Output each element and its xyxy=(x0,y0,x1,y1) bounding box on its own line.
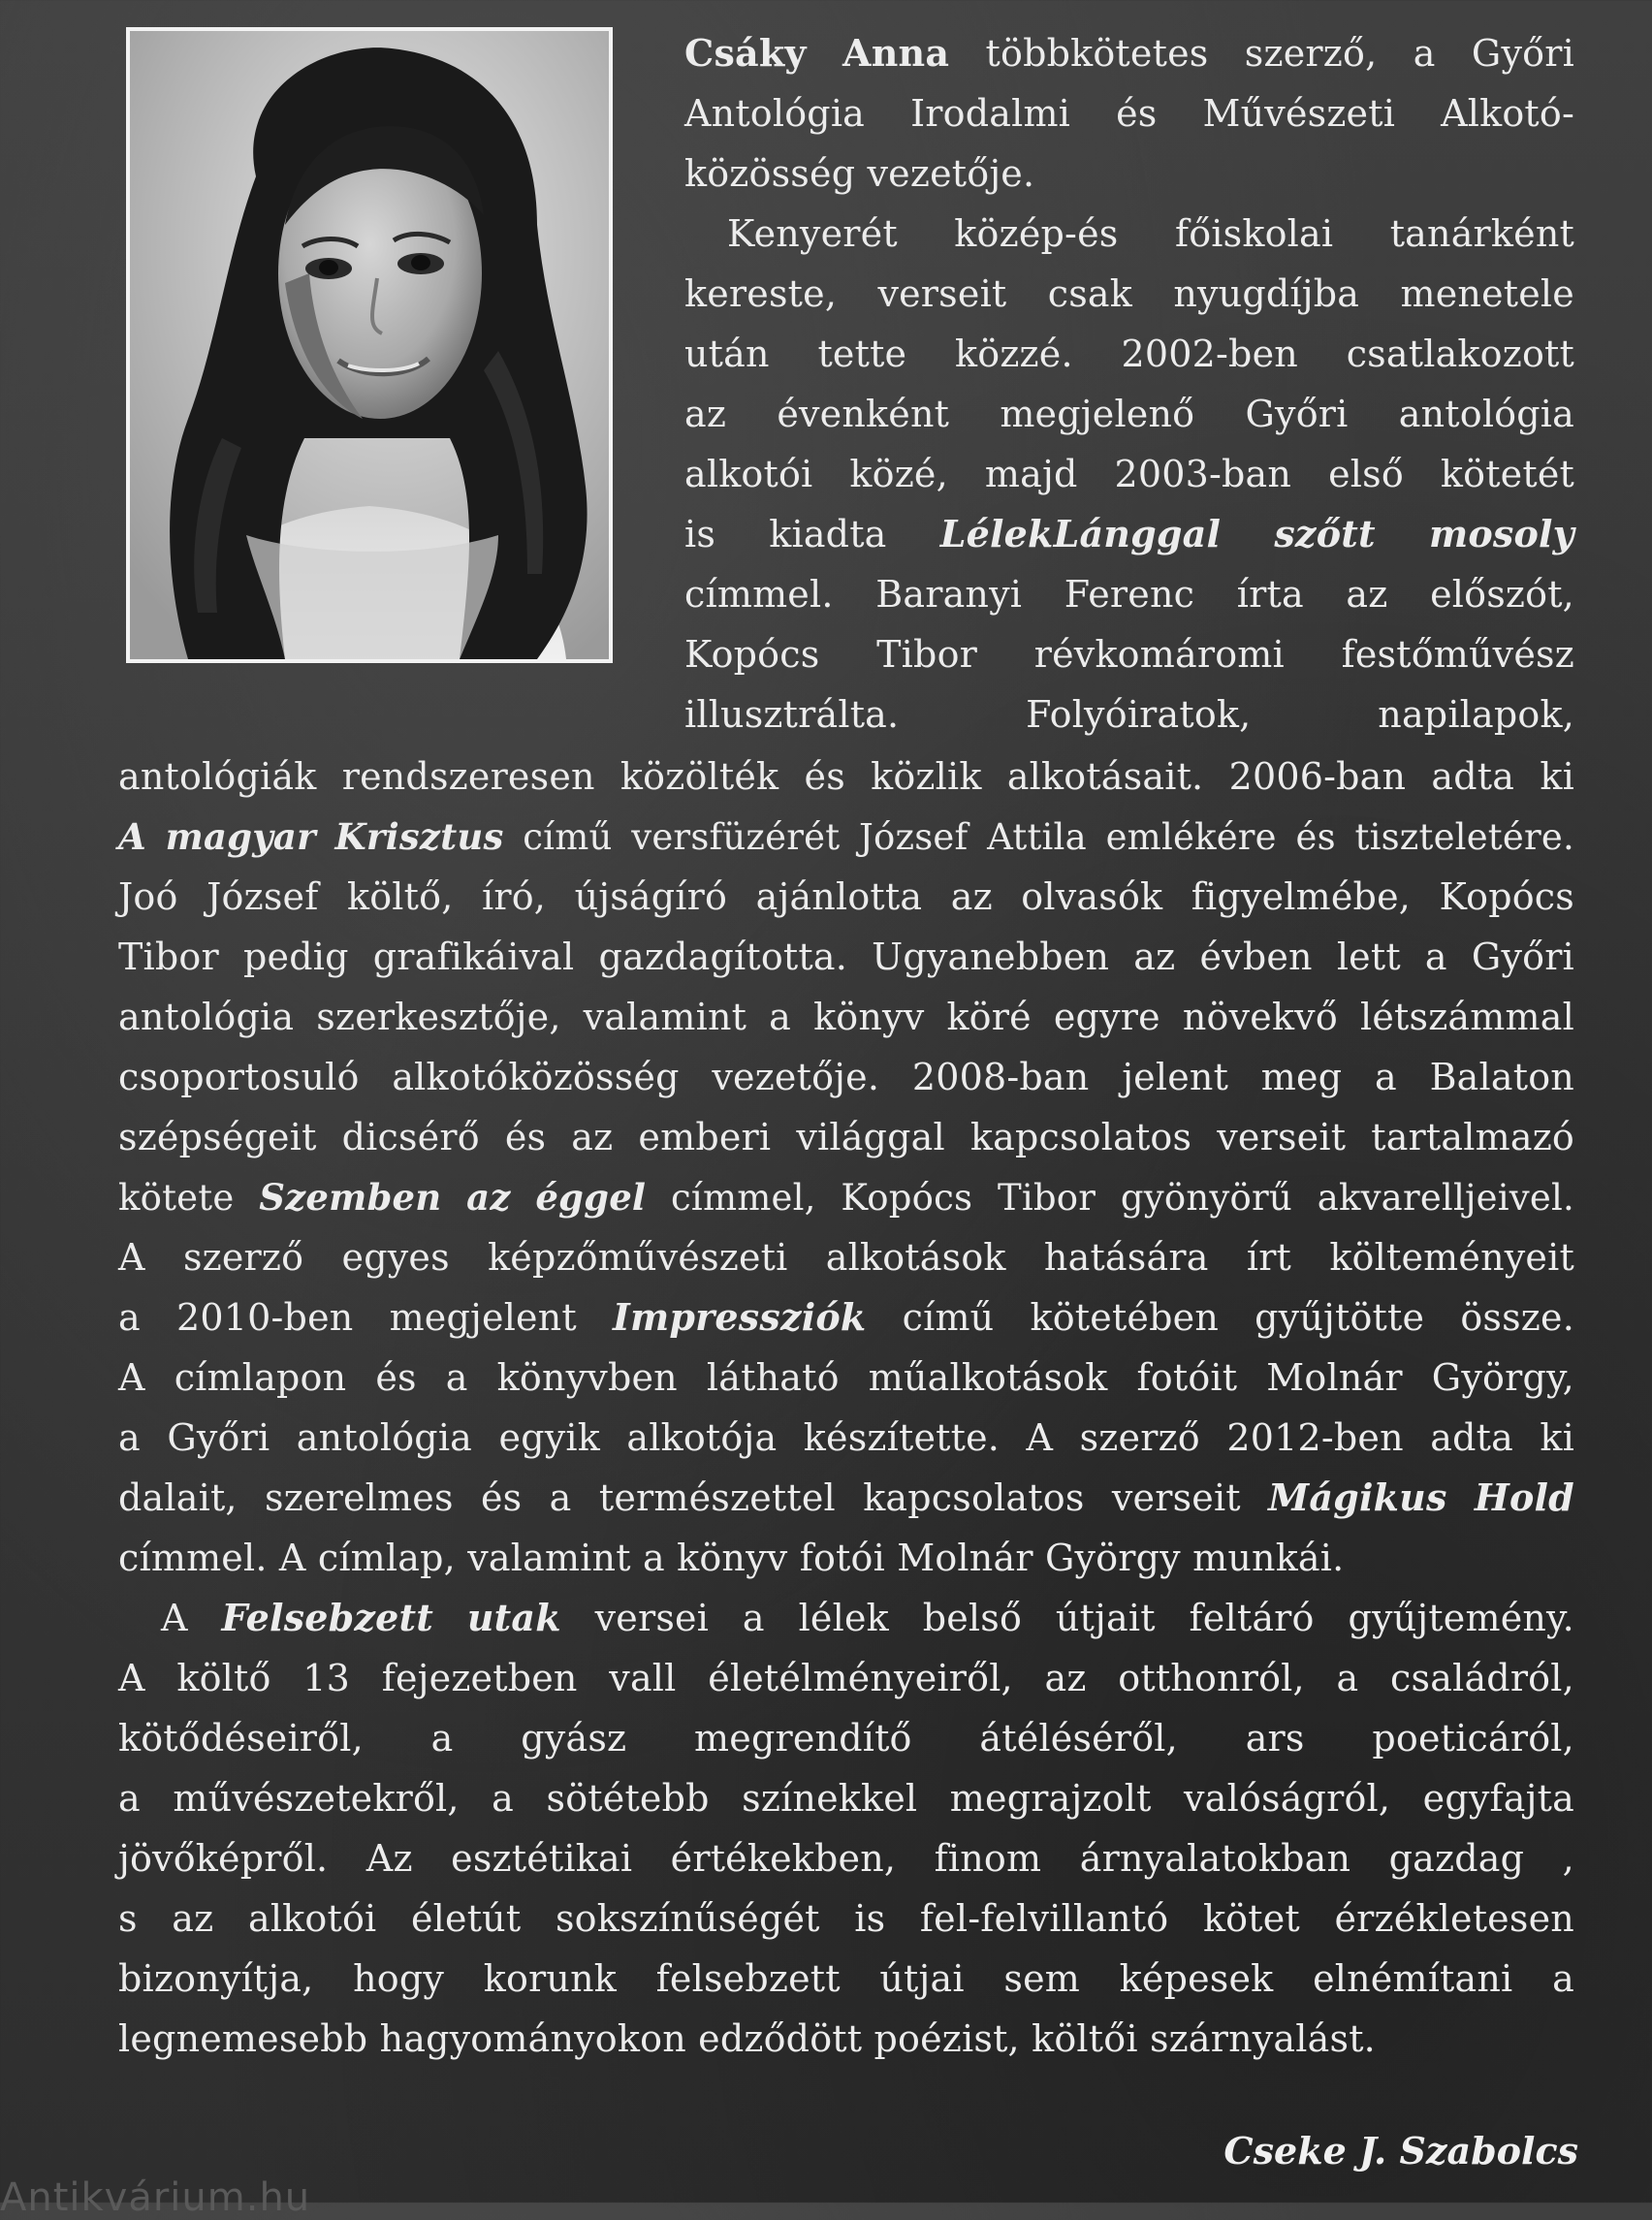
word: napilapok, xyxy=(1378,693,1574,736)
word: érzékletesen xyxy=(1334,1897,1574,1940)
word: alkotások xyxy=(825,1236,1006,1279)
word: Molnár xyxy=(897,1537,1033,1579)
word: szerző xyxy=(182,1236,304,1279)
word: alkotásait. xyxy=(1006,755,1204,798)
word: Kopócs xyxy=(841,1177,973,1219)
word: 2010-ben xyxy=(176,1296,354,1339)
text-line xyxy=(118,807,1574,867)
word: egyes xyxy=(341,1236,450,1279)
word: gyűjtemény. xyxy=(1348,1597,1574,1639)
word: tartalmazó xyxy=(1371,1116,1574,1158)
text-line xyxy=(118,1227,1574,1287)
text-line xyxy=(118,746,1574,807)
word: a xyxy=(769,996,792,1038)
word: átéléséről, xyxy=(979,1717,1178,1760)
word: Tibor xyxy=(876,633,978,676)
word: és xyxy=(1116,92,1158,135)
word: a xyxy=(549,1476,572,1519)
word: a xyxy=(742,1597,765,1639)
word: értékekben, xyxy=(670,1837,897,1880)
word: antológiák xyxy=(118,755,317,798)
word: pedig xyxy=(242,936,349,978)
word: Impressziók xyxy=(613,1295,867,1339)
word: az xyxy=(950,875,993,918)
word: is xyxy=(684,513,716,555)
portrait-photo-icon xyxy=(130,31,609,659)
word: költő xyxy=(176,1657,271,1699)
word: Hold xyxy=(1474,1475,1574,1519)
word: című xyxy=(523,816,613,858)
word: Baranyi xyxy=(875,573,1023,616)
word: emberi xyxy=(638,1116,772,1158)
word: családról, xyxy=(1390,1657,1574,1699)
word: vall xyxy=(609,1657,677,1699)
word: közép-és xyxy=(954,212,1119,255)
word: Szemben xyxy=(259,1176,442,1219)
text-line xyxy=(118,927,1574,987)
word: gyönyörű xyxy=(1120,1177,1292,1219)
word: verseit xyxy=(1217,1116,1347,1158)
word: közlik xyxy=(871,755,982,798)
word: Tibor xyxy=(118,936,219,978)
word: és xyxy=(804,755,845,798)
word: antológia xyxy=(1398,393,1574,435)
word: József xyxy=(859,816,969,858)
word: finom xyxy=(934,1837,1042,1880)
word: létszámmal xyxy=(1359,996,1574,1038)
word: jövőképről. xyxy=(118,1837,329,1880)
word: címmel. xyxy=(684,573,834,616)
word: lélek xyxy=(798,1597,889,1639)
word: ki xyxy=(1540,755,1574,798)
word: ajánlotta xyxy=(755,875,923,918)
word: vezetője. xyxy=(867,152,1035,195)
word: edződött xyxy=(698,2017,863,2060)
word: a xyxy=(1374,1056,1397,1098)
word: művészetekről, xyxy=(173,1777,460,1820)
word: poeticáról, xyxy=(1372,1717,1574,1760)
word: előszót, xyxy=(1430,573,1574,616)
text-line xyxy=(118,1348,1574,1408)
text-line xyxy=(684,504,1574,564)
text-line xyxy=(118,1528,1574,1588)
word: útjait xyxy=(1055,1597,1156,1639)
word: Irodalmi xyxy=(910,92,1071,135)
word: jelent xyxy=(1122,1056,1229,1098)
word: A xyxy=(1026,1416,1054,1459)
word: kapcsolatos xyxy=(863,1476,1085,1519)
word: világgal xyxy=(796,1116,945,1158)
word: versei xyxy=(594,1597,710,1639)
word: és xyxy=(1295,816,1336,858)
word: után xyxy=(684,333,770,375)
word: az xyxy=(1133,936,1176,978)
word: 2006-ban xyxy=(1228,755,1407,798)
word: egyfajta xyxy=(1422,1777,1574,1820)
word: egyik xyxy=(498,1416,600,1459)
word: munkái. xyxy=(1192,1537,1345,1579)
word: könyv xyxy=(813,996,925,1038)
word: poézist, xyxy=(874,2017,1020,2060)
word: megrajzolt xyxy=(949,1777,1152,1820)
word: kötete xyxy=(118,1177,235,1219)
text-line xyxy=(684,624,1574,684)
word: valóságról, xyxy=(1184,1777,1391,1820)
word: címmel, xyxy=(670,1177,816,1219)
word: korunk xyxy=(483,1957,617,2000)
word: költeményeit xyxy=(1329,1236,1574,1279)
word: illusztrálta. xyxy=(684,693,900,736)
word: főiskolai xyxy=(1174,212,1334,255)
word: a xyxy=(1336,1657,1359,1699)
word: Ferenc xyxy=(1064,573,1195,616)
word: Joó xyxy=(118,875,178,918)
word: olvasók xyxy=(1021,875,1163,918)
word: közzé. xyxy=(955,333,1073,375)
word: címlap, xyxy=(317,1537,456,1579)
word: évben xyxy=(1199,936,1313,978)
word: Kopócs xyxy=(1439,875,1574,918)
word: majd xyxy=(984,453,1078,495)
word: Kenyerét xyxy=(727,212,898,255)
word: menetele xyxy=(1400,272,1574,315)
word: A xyxy=(278,1537,306,1579)
word: Attila xyxy=(987,816,1087,858)
text-line xyxy=(118,867,1574,927)
word: újságíró xyxy=(574,875,728,918)
text-line xyxy=(118,1648,1574,1708)
text-line xyxy=(118,1708,1574,1768)
text-line xyxy=(118,1828,1574,1888)
word: a xyxy=(118,1777,141,1820)
word: kötetében xyxy=(1030,1296,1220,1339)
word: elnémítani xyxy=(1313,1957,1513,2000)
word: akvarelljeivel. xyxy=(1317,1177,1574,1219)
text-line xyxy=(118,1588,1574,1648)
word: a xyxy=(118,1296,141,1339)
text-line xyxy=(118,1949,1574,2009)
word: tiszteletére. xyxy=(1354,816,1574,858)
word: A xyxy=(161,1597,188,1639)
word: antológia xyxy=(296,1416,473,1459)
text-line xyxy=(684,83,1574,143)
bio-text-full xyxy=(118,746,1574,2069)
word: valamint xyxy=(467,1537,631,1579)
word: kötődéseiről, xyxy=(118,1717,364,1760)
word: A xyxy=(118,815,146,858)
word: Folyóiratok, xyxy=(1026,693,1252,736)
word: gazdagította. xyxy=(598,936,847,978)
word: magyar xyxy=(165,815,316,858)
word: Győri xyxy=(1471,936,1574,978)
word: szerző xyxy=(1079,1416,1200,1459)
word: 2008-ban xyxy=(911,1056,1090,1098)
word: és xyxy=(480,1476,523,1519)
word: hagyományokon xyxy=(379,2017,686,2060)
word: kötetét xyxy=(1440,453,1574,495)
word: gazdag xyxy=(1388,1837,1525,1880)
word: közölték xyxy=(620,755,779,798)
text-line xyxy=(684,264,1574,324)
word: címmel. xyxy=(118,1537,268,1579)
text-line xyxy=(684,204,1574,264)
word: Molnár xyxy=(1266,1356,1403,1399)
word: fel-felvillantó xyxy=(919,1897,1169,1940)
word: a xyxy=(1552,1957,1574,2000)
word: figyelmébe, xyxy=(1191,875,1412,918)
word: alkotói xyxy=(684,453,813,495)
word: Felsebzett xyxy=(221,1596,433,1639)
text-line xyxy=(118,2009,1574,2069)
word: az xyxy=(571,1116,614,1158)
word: nyugdíjba xyxy=(1173,272,1360,315)
word: csoportosuló xyxy=(118,1056,360,1098)
word: Művészeti xyxy=(1202,92,1396,135)
author-photo xyxy=(126,27,613,663)
word: Anna xyxy=(842,31,950,75)
text-line xyxy=(118,1107,1574,1167)
word: A xyxy=(118,1356,145,1399)
word: szerző, xyxy=(1244,32,1378,75)
word: kereste, xyxy=(684,272,838,315)
text-line xyxy=(684,23,1574,83)
word: A xyxy=(118,1657,145,1699)
word: szépségeit xyxy=(118,1116,317,1158)
word: éggel xyxy=(535,1176,647,1219)
word: szerelmes xyxy=(265,1476,454,1519)
word: dalait, xyxy=(118,1476,238,1519)
word: Balaton xyxy=(1429,1056,1574,1098)
text-line xyxy=(684,143,1574,204)
word: Kopócs xyxy=(684,633,820,676)
word: képesek xyxy=(1119,1957,1274,2000)
word: alkotója xyxy=(626,1416,778,1459)
word: 13 xyxy=(302,1657,351,1699)
word: , xyxy=(1562,1837,1574,1880)
word: utak xyxy=(466,1596,561,1639)
text-line xyxy=(684,384,1574,444)
word: 2003-ban xyxy=(1114,453,1292,495)
word: a xyxy=(1424,936,1447,978)
word: emlékére xyxy=(1105,816,1277,858)
word: révkomáromi xyxy=(1033,633,1285,676)
word: s xyxy=(118,1897,138,1940)
word: az xyxy=(172,1897,214,1940)
word: az xyxy=(684,393,727,435)
word: sokszínűségét xyxy=(555,1897,820,1940)
text-line xyxy=(118,1167,1574,1227)
word: fejezetben xyxy=(381,1657,578,1699)
word: feltáró xyxy=(1189,1597,1315,1639)
word: első xyxy=(1328,453,1404,495)
word: meg xyxy=(1260,1056,1343,1098)
word: festőművész xyxy=(1341,633,1574,676)
word: és xyxy=(504,1116,547,1158)
word: LélekLánggal xyxy=(939,512,1222,555)
word: az xyxy=(1346,573,1388,616)
word: című xyxy=(902,1296,995,1339)
word: tette xyxy=(817,333,907,375)
word: költői xyxy=(1032,2017,1138,2060)
word: 2012-ben xyxy=(1226,1416,1404,1459)
word: fotóit xyxy=(1136,1356,1238,1399)
word: csak xyxy=(1047,272,1132,315)
word: Győri xyxy=(167,1416,270,1459)
word: könyv xyxy=(677,1537,788,1579)
word: költő, xyxy=(346,875,454,918)
word: életút xyxy=(410,1897,522,1940)
word: szerkesztője, xyxy=(316,996,561,1038)
word: József xyxy=(206,875,319,918)
word: Krisztus xyxy=(334,815,504,858)
word: valamint xyxy=(583,996,747,1038)
text-line xyxy=(118,1468,1574,1528)
word: életélményeiről, xyxy=(708,1657,1013,1699)
word: az xyxy=(1044,1657,1087,1699)
word: alkotóközösség xyxy=(392,1056,680,1098)
word: egyre xyxy=(1053,996,1160,1038)
word: útjai xyxy=(879,1957,965,2000)
word: mosoly xyxy=(1428,512,1574,555)
word: csatlakozott xyxy=(1346,333,1574,375)
word: Tibor xyxy=(997,1177,1096,1219)
text-line xyxy=(118,1408,1574,1468)
word: író, xyxy=(481,875,547,918)
word: adta xyxy=(1431,755,1515,798)
word: árnyalatokban xyxy=(1079,1837,1351,1880)
word: gyász xyxy=(521,1717,627,1760)
word: címlapon xyxy=(174,1356,347,1399)
watermark: Antikvárium.hu xyxy=(0,2175,311,2220)
word: a xyxy=(1413,32,1436,75)
word: kapcsolatos xyxy=(969,1116,1192,1158)
word: a xyxy=(492,1777,515,1820)
word: belső xyxy=(922,1597,1023,1639)
word: antológia xyxy=(118,996,295,1038)
word: lett xyxy=(1336,936,1401,978)
word: ars xyxy=(1245,1717,1305,1760)
word: megrendítő xyxy=(694,1717,912,1760)
word: a xyxy=(642,1537,665,1579)
word: grafikáival xyxy=(372,936,575,978)
word: adta xyxy=(1430,1416,1513,1459)
word: megjelenő xyxy=(1000,393,1195,435)
word: hogy xyxy=(353,1957,445,2000)
word: verseit xyxy=(877,272,1007,315)
word: fotói xyxy=(799,1537,885,1579)
word: esztétikai xyxy=(451,1837,633,1880)
word: sötétebb xyxy=(546,1777,710,1820)
word: szőtt xyxy=(1274,512,1376,555)
word: gyűjtötte xyxy=(1255,1296,1425,1339)
word: növekvő xyxy=(1182,996,1338,1038)
word: a xyxy=(445,1356,468,1399)
word: ki xyxy=(1540,1416,1574,1459)
text-line xyxy=(118,987,1574,1047)
word: legnemesebb xyxy=(118,2017,368,2060)
word: bizonyítja, xyxy=(118,1957,314,2000)
word: tanárként xyxy=(1389,212,1574,255)
word: természettel xyxy=(598,1476,836,1519)
word: Az xyxy=(365,1837,413,1880)
word: szárnyalást. xyxy=(1149,2017,1376,2060)
word: hatására xyxy=(1043,1236,1209,1279)
text-line xyxy=(684,684,1574,745)
word: képzőművészeti xyxy=(488,1236,788,1279)
word: színekkel xyxy=(742,1777,918,1820)
word: köré xyxy=(946,996,1032,1038)
text-line xyxy=(684,444,1574,504)
word: a xyxy=(118,1416,141,1459)
word: felsebzett xyxy=(655,1957,841,2000)
word: Győri xyxy=(1245,393,1349,435)
word: Csáky xyxy=(684,31,807,75)
word: György, xyxy=(1431,1356,1574,1399)
word: műalkotások xyxy=(868,1356,1108,1399)
word: sem xyxy=(1003,1957,1080,2000)
text-line xyxy=(118,1768,1574,1828)
text-line xyxy=(118,1888,1574,1949)
word: készítette. xyxy=(803,1416,1001,1459)
word: közé, xyxy=(849,453,948,495)
word: többkötetes xyxy=(985,32,1209,75)
bio-text-top xyxy=(684,23,1574,745)
word: könyvben xyxy=(496,1356,678,1399)
word: és xyxy=(375,1356,417,1399)
word: írta xyxy=(1236,573,1304,616)
text-line xyxy=(118,1047,1574,1107)
word: A xyxy=(118,1236,145,1279)
word: írt xyxy=(1246,1236,1292,1279)
text-line xyxy=(684,324,1574,384)
word: otthonról, xyxy=(1118,1657,1305,1699)
word: Antológia xyxy=(684,92,866,135)
word: 2002-ben xyxy=(1121,333,1298,375)
word: verseit xyxy=(1111,1476,1241,1519)
word: versfüzérét xyxy=(631,816,841,858)
word: alkotói xyxy=(247,1897,377,1940)
word: Mágikus xyxy=(1268,1475,1447,1519)
word: megjelent xyxy=(389,1296,577,1339)
word: közösség xyxy=(684,152,856,195)
word: az xyxy=(466,1176,511,1219)
word: évenként xyxy=(777,393,950,435)
word: vezetője. xyxy=(712,1056,880,1098)
word: kiadta xyxy=(769,513,887,555)
word: Győri xyxy=(1471,32,1574,75)
word: is xyxy=(854,1897,886,1940)
word: látható xyxy=(706,1356,840,1399)
word: össze. xyxy=(1460,1296,1574,1339)
reviewer-signature: Cseke J. Szabolcs xyxy=(1223,2129,1578,2172)
word: rendszeresen xyxy=(341,755,595,798)
word: dicsérő xyxy=(341,1116,480,1158)
word: Alkotó- xyxy=(1441,92,1574,135)
word: a xyxy=(430,1717,454,1760)
text-line xyxy=(684,564,1574,624)
word: György xyxy=(1044,1537,1181,1579)
word: kötet xyxy=(1202,1897,1300,1940)
word: Ugyanebben xyxy=(872,936,1110,978)
text-line xyxy=(118,1287,1574,1348)
